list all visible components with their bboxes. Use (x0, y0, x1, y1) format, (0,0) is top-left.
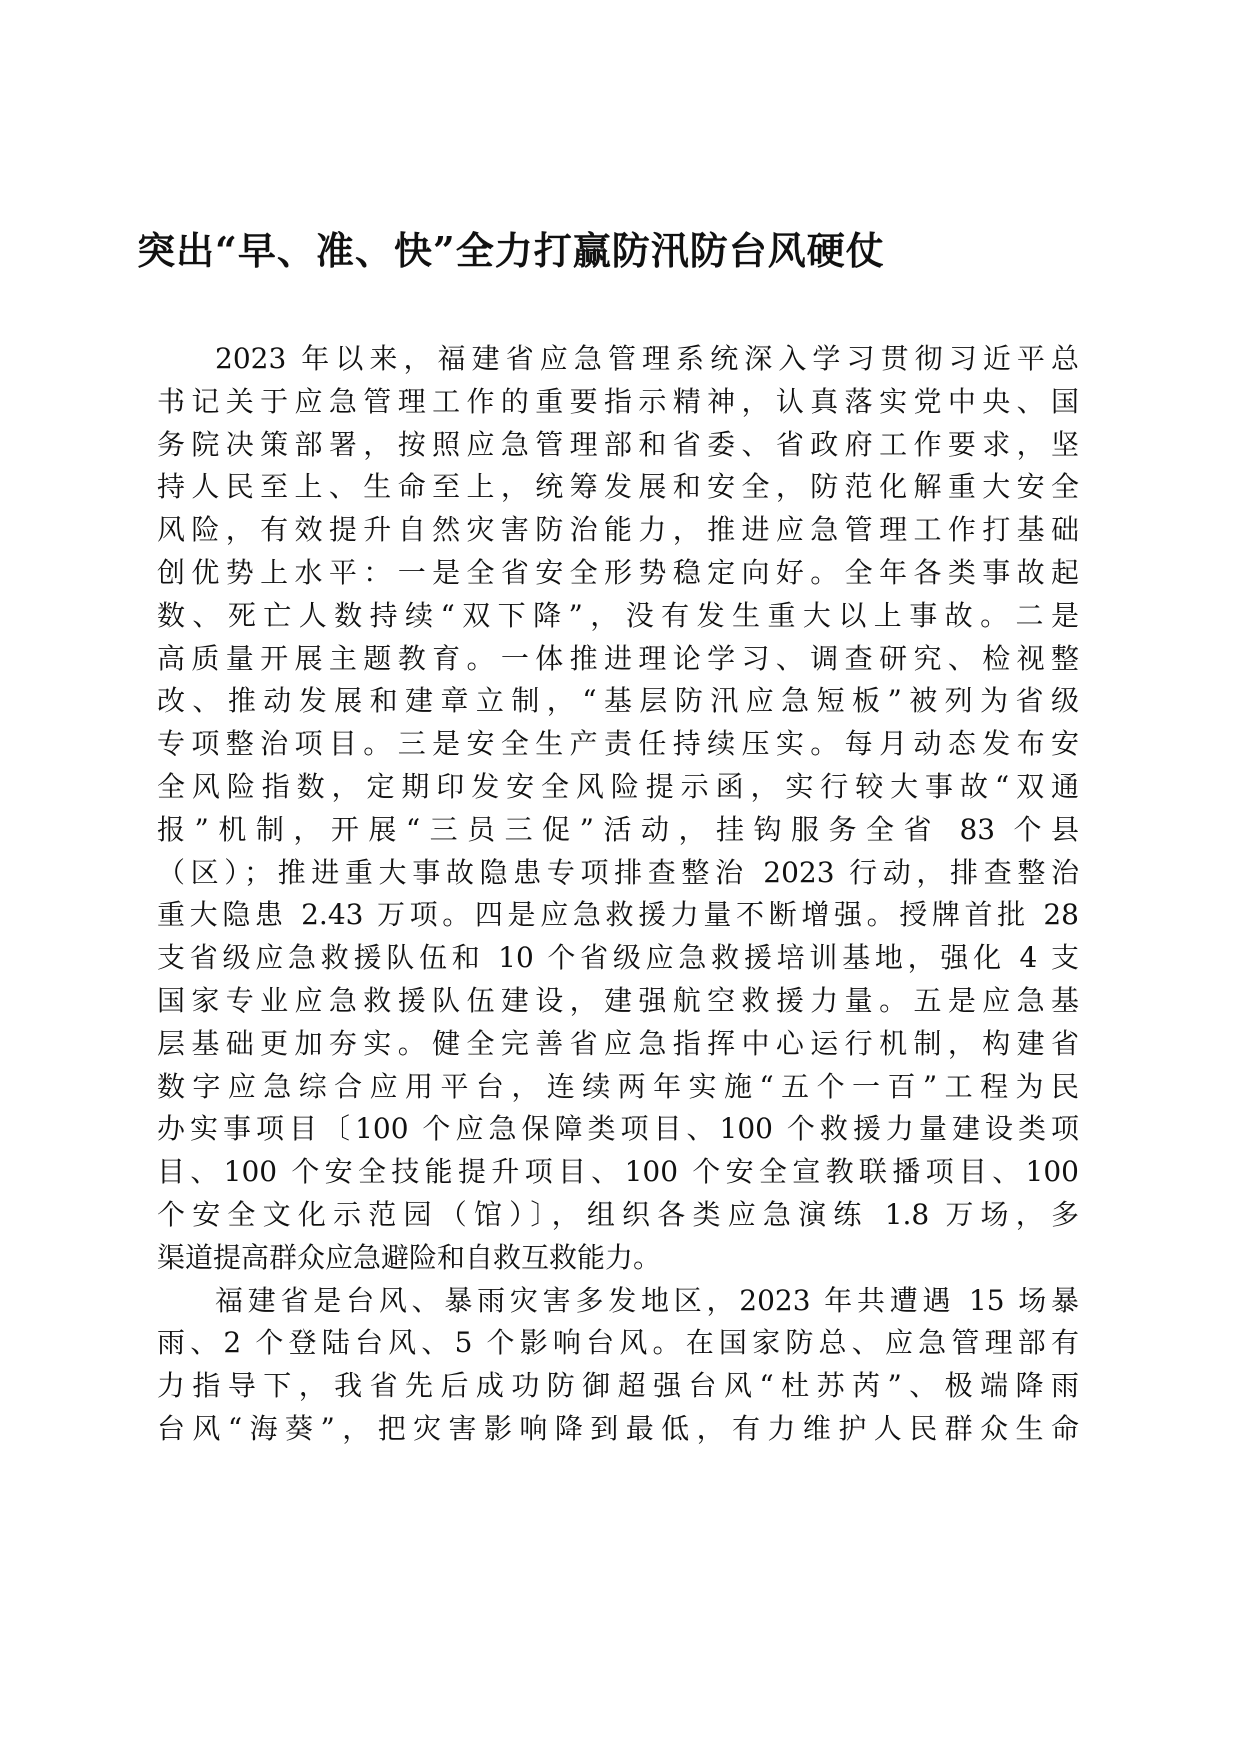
document-body (157, 338, 1079, 1451)
text-line: 目、100 个安全技能提升项目、100 个安全宣教联播项目、100 (157, 1155, 1079, 1189)
paragraph-1 (157, 338, 1079, 1280)
text-line: 力指导下，我省先后成功防御超强台风“杜苏芮”、极端降雨 (157, 1369, 1079, 1403)
text-line: 台风“海葵”，把灾害影响降到最低，有力维护人民群众生命 (157, 1411, 1079, 1445)
text-line: 改、推动发展和建章立制，“基层防汛应急短板”被列为省级 (157, 684, 1079, 718)
text-line: 高质量开展主题教育。一体推进理论学习、调查研究、检视整 (157, 641, 1079, 675)
paragraph-2 (157, 1280, 1079, 1451)
text-line: 重大隐患 2.43 万项。四是应急救援力量不断增强。授牌首批 28 (157, 898, 1079, 932)
text-line: 雨、2 个登陆台风、5 个影响台风。在国家防总、应急管理部有 (157, 1326, 1079, 1360)
text-line: 国家专业应急救援队伍建设，建强航空救援力量。五是应急基 (157, 983, 1079, 1017)
text-line: 支省级应急救援队伍和 10 个省级应急救援培训基地，强化 4 支 (157, 941, 1079, 975)
text-line: 持人民至上、生命至上，统筹发展和安全，防范化解重大安全 (157, 470, 1079, 504)
text-line: 报”机制，开展“三员三促”活动，挂钩服务全省 83 个县 (157, 812, 1079, 846)
text-line: 创优势上水平：一是全省安全形势稳定向好。全年各类事故起 (157, 555, 1079, 589)
text-line: 福建省是台风、暴雨灾害多发地区，2023 年共遭遇 15 场暴 (215, 1283, 1079, 1317)
text-line: 数、死亡人数持续“双下降”，没有发生重大以上事故。二是 (157, 598, 1079, 632)
text-line: 数字应急综合应用平台，连续两年实施“五个一百”工程为民 (157, 1069, 1079, 1103)
document-title: 突出“早、准、快”全力打赢防汛防台风硬仗 (137, 228, 885, 273)
text-line: 全风险指数，定期印发安全风险提示函，实行较大事故“双通 (157, 769, 1079, 803)
text-line: 专项整治项目。三是安全生产责任持续压实。每月动态发布安 (157, 727, 1079, 761)
text-line: 个安全文化示范园（馆）〕，组织各类应急演练 1.8 万场，多 (157, 1197, 1079, 1231)
text-line: 渠道提高群众应急避险和自救互救能力。 (157, 1240, 662, 1274)
text-line: 层基础更加夯实。健全完善省应急指挥中心运行机制，构建省 (157, 1026, 1079, 1060)
text-line: 书记关于应急管理工作的重要指示精神，认真落实党中央、国 (157, 384, 1079, 418)
text-line: 2023 年以来，福建省应急管理系统深入学习贯彻习近平总 (215, 342, 1079, 375)
text-line: 务院决策部署，按照应急管理部和省委、省政府工作要求，坚 (157, 427, 1079, 461)
text-line: 办实事项目〔100 个应急保障类项目、100 个救援力量建设类项 (157, 1112, 1079, 1146)
text-line: 风险，有效提升自然灾害防治能力，推进应急管理工作打基础 (157, 513, 1079, 547)
text-line: （区）；推进重大事故隐患专项排查整治 2023 行动，排查整治 (157, 855, 1079, 889)
